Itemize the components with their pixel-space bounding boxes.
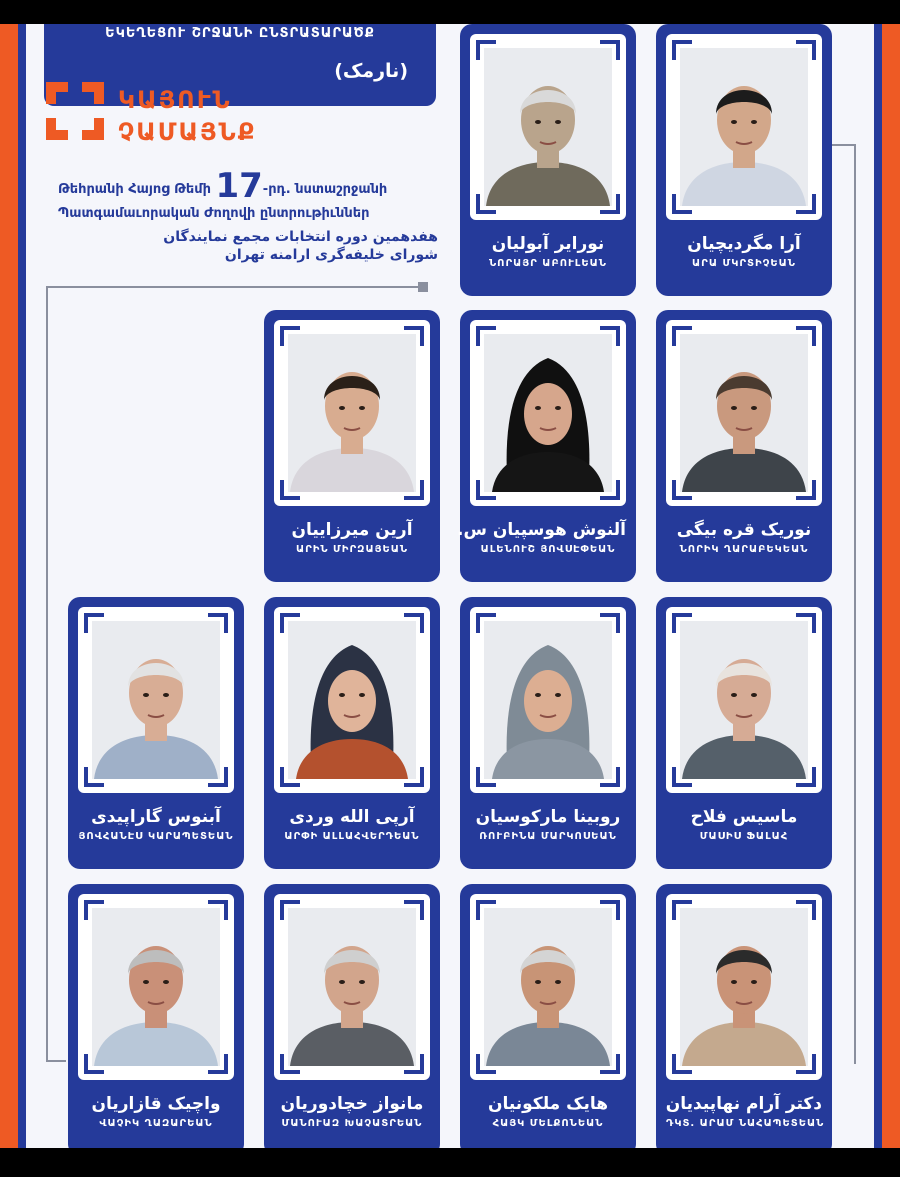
left-orange-stripe — [0, 24, 18, 1148]
candidate-photo — [680, 334, 808, 492]
photo-frame — [470, 320, 626, 506]
photo-frame — [666, 607, 822, 793]
connector-line — [854, 144, 856, 1064]
candidate-name-armenian: ԴԿՏ. ԱՐԱՄ ՆԱՀԱՊԵՏԵԱՆ — [666, 1118, 825, 1129]
candidate-card — [460, 597, 636, 869]
candidate-name-persian: هایک ملکونیان — [487, 1094, 609, 1114]
connector-line — [832, 144, 856, 146]
photo-frame — [666, 34, 822, 220]
candidate-photo — [92, 908, 220, 1066]
candidate-photo — [484, 48, 612, 206]
candidate-name-armenian: ՌՈՒԲԻՆԱ ՄԱՐԿՈՍԵԱՆ — [479, 831, 617, 842]
candidate-name-armenian: ՄԱՆՈՒԱԶ ԽԱՉԱՏՐԵԱՆ — [281, 1118, 423, 1129]
candidate-card — [264, 884, 440, 1148]
candidate-photo — [484, 908, 612, 1066]
connector-line — [46, 286, 424, 288]
candidate-photo — [484, 621, 612, 779]
info-line-1 — [58, 166, 438, 206]
photo-frame — [470, 607, 626, 793]
photo-frame — [78, 607, 234, 793]
candidate-name-armenian: ՄԱՍԻՍ ՖԱԼԱՀ — [699, 831, 789, 842]
candidate-name-persian: آلنوش هوسپیان س. — [457, 520, 626, 540]
brand-name-line2: ՉԱՄԱՅՆՔ — [118, 118, 257, 146]
candidate-photo — [288, 334, 416, 492]
session-number: 17 — [215, 166, 263, 206]
candidate-name-armenian: ԱՐԻՆ ՄԻՐԶԱՅԵԱՆ — [295, 544, 409, 555]
right-blue-stripe — [874, 24, 882, 1148]
candidate-name-persian: واچیک قازاریان — [91, 1094, 221, 1114]
photo-frame — [470, 34, 626, 220]
candidate-name-persian: روبینا مارکوسیان — [475, 807, 621, 827]
candidate-name-armenian: ՀԱՅԿ ՄԵԼՔՈՆԵԱՆ — [492, 1118, 604, 1129]
brand-name-line1: ԿԱՅՈՒՆ — [118, 86, 232, 114]
candidate-name-persian: آبنوس گاراپیدی — [91, 807, 221, 827]
candidate-name-persian: آرا مگردیچیان — [687, 234, 801, 254]
connector-line — [46, 1060, 66, 1062]
candidate-name-armenian: ՆՈՐԻԿ ՂԱՐԱԲԵԿԵԱՆ — [679, 544, 809, 555]
candidate-photo — [288, 621, 416, 779]
candidate-name-armenian: ՆՈՐԱՅՐ ԱԲՈՒԼԵԱՆ — [489, 258, 607, 269]
info-line-2: Պատգամաւորական Ժողովի ընտրութիւններ — [58, 206, 370, 221]
district-name: (نارمک) — [334, 60, 408, 82]
candidate-photo — [92, 621, 220, 779]
candidate-photo — [484, 334, 612, 492]
election-info — [58, 166, 438, 263]
candidate-card — [656, 310, 832, 582]
left-blue-stripe — [18, 24, 26, 1148]
candidate-name-persian: ماسیس فلاح — [690, 807, 798, 827]
info-line-1-prefix: Թեհրանի Հայոց Թեմի — [58, 182, 211, 197]
candidate-photo — [680, 48, 808, 206]
candidate-card — [656, 597, 832, 869]
connector-node — [418, 282, 428, 292]
candidate-photo — [680, 908, 808, 1066]
candidate-card — [457, 310, 636, 582]
photo-frame — [78, 894, 234, 1080]
candidate-name-armenian: ՅՈՎՀԱՆԷՍ ԿԱՐԱՊԵՏԵԱՆ — [78, 831, 234, 842]
candidate-card — [264, 597, 440, 869]
info-line-1-suffix: -րդ. նստաշրջանի — [262, 182, 388, 197]
info-line-3: هفدهمین دوره انتخابات مجمع نمایندگان — [163, 229, 438, 245]
photo-frame — [666, 894, 822, 1080]
candidate-name-armenian: ԱԼԵՆՈՒՇ ՅՈՎՍԷՓԵԱՆ — [480, 544, 616, 555]
candidate-name-persian: نوریک قره بیگی — [676, 520, 812, 540]
connector-line — [46, 286, 48, 1060]
brand-logo-icon — [44, 80, 106, 142]
candidate-card — [68, 884, 244, 1148]
candidate-name-persian: آرین میرزاییان — [291, 520, 413, 540]
photo-frame — [274, 894, 430, 1080]
candidate-card — [460, 24, 636, 296]
candidate-card — [656, 24, 832, 296]
candidate-name-persian: دکتر آرام نهاپیدیان — [665, 1094, 822, 1114]
candidate-card — [656, 884, 832, 1148]
candidate-name-persian: آرپی الله وردی — [289, 807, 415, 827]
election-poster — [0, 24, 900, 1148]
right-orange-stripe — [882, 24, 900, 1148]
candidate-name-armenian: ՎԱՉԻԿ ՂԱԶԱՐԵԱՆ — [99, 1118, 213, 1129]
photo-frame — [666, 320, 822, 506]
photo-frame — [274, 607, 430, 793]
candidate-photo — [288, 908, 416, 1066]
candidate-name-armenian: ԱՐՓԻ ԱԼԼԱՀՎԵՐԴԵԱՆ — [284, 831, 420, 842]
candidate-name-armenian: ԱՐԱ ՄԿՐՏԻՉԵԱՆ — [692, 258, 796, 269]
candidate-name-persian: مانواز خچادوریان — [280, 1094, 424, 1114]
candidate-card — [460, 884, 636, 1148]
church-district-title: ԵԿԵՂԵՑՈՒ ՇՐՋԱՆԻ ԸՆՏՐԱՏԱՐԱԾՔ — [105, 26, 375, 41]
candidate-card — [68, 597, 244, 869]
info-line-4: شورای خلیفه‌گری ارامنه تهران — [224, 247, 438, 263]
photo-frame — [274, 320, 430, 506]
candidate-card — [264, 310, 440, 582]
candidate-photo — [680, 621, 808, 779]
photo-frame — [470, 894, 626, 1080]
candidate-name-persian: نورایر آبولیان — [491, 234, 605, 254]
brand-name — [118, 84, 256, 148]
